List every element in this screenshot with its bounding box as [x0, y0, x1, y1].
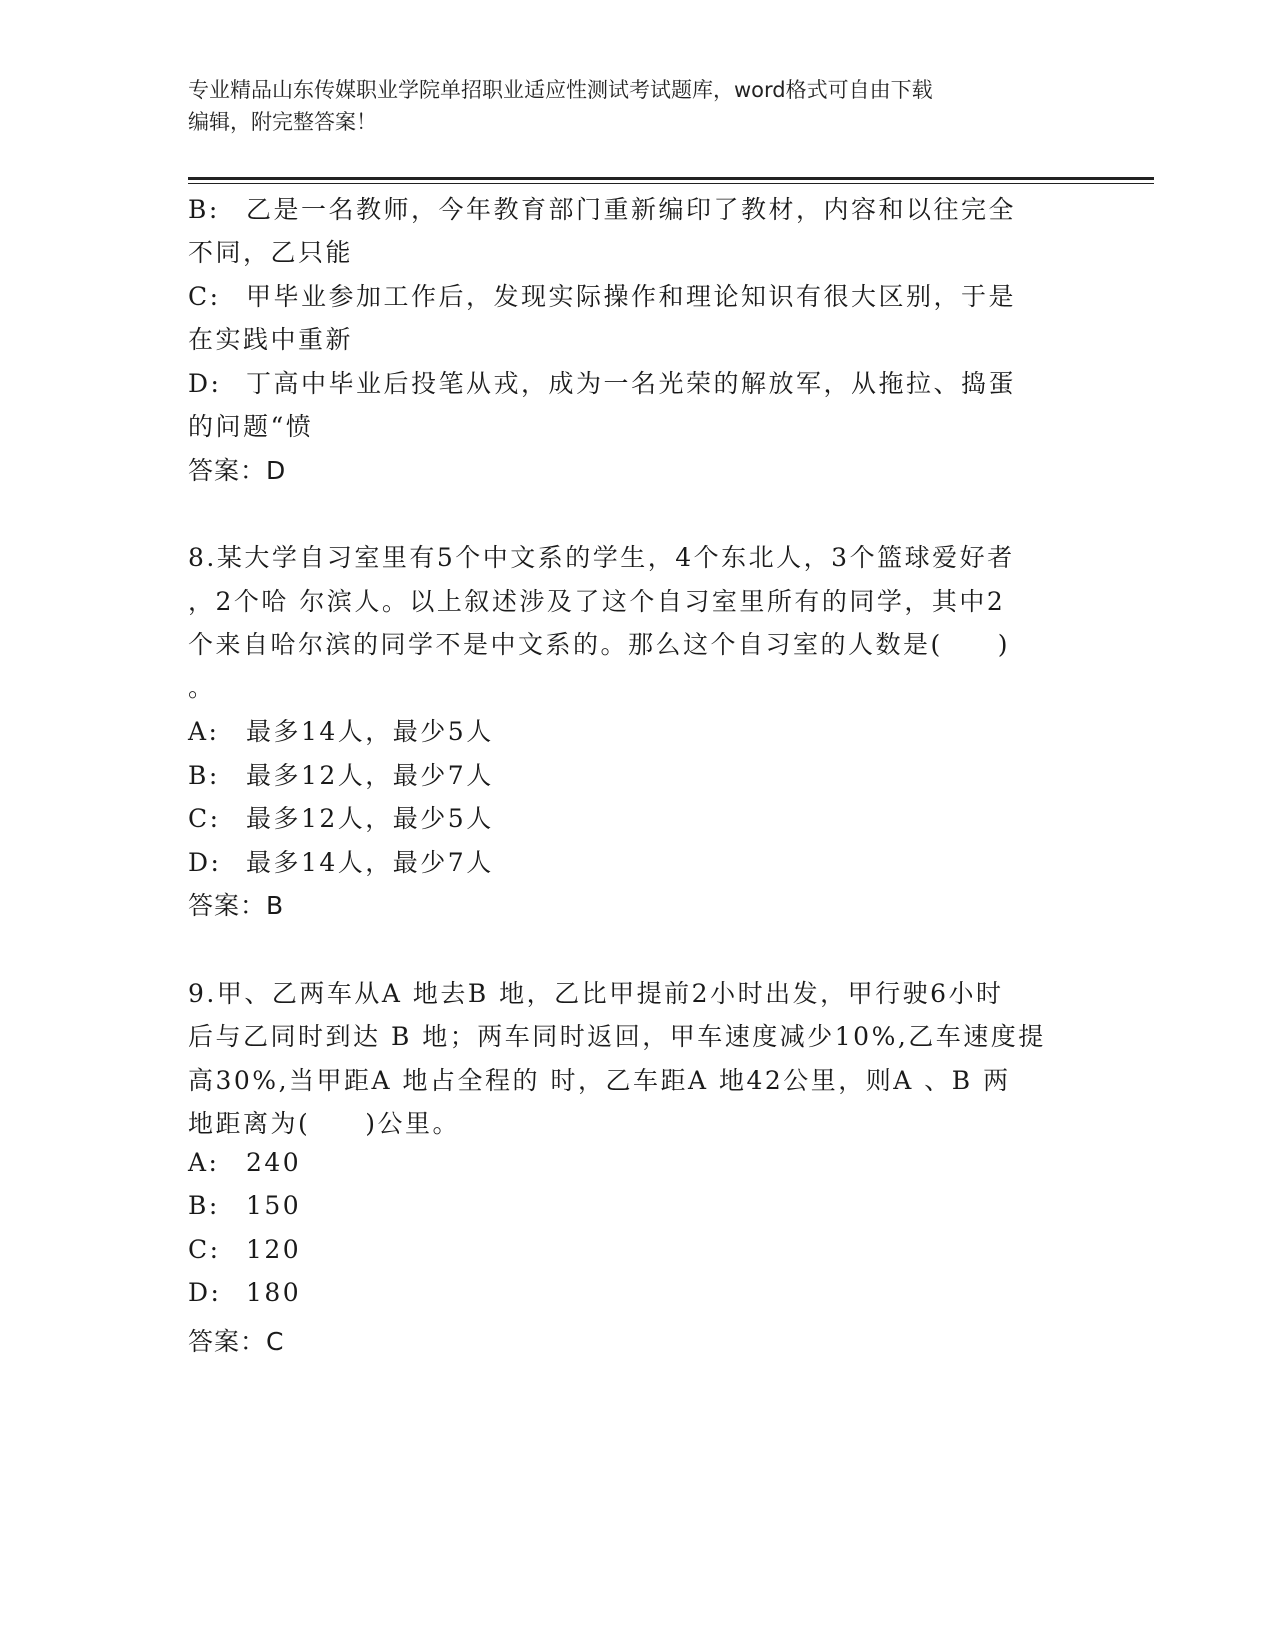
option-label: D: [188, 369, 222, 398]
option-label: C: [188, 1235, 221, 1264]
option-text: 180 [246, 1278, 302, 1307]
page-header [188, 74, 1088, 138]
header-line-2: 编辑，附完整答案！ [188, 110, 377, 134]
option-label: B: [188, 761, 220, 790]
option-text: 最多14人，最少5人 [246, 717, 494, 746]
option-text: 丁高中毕业后投笔从戎，成为一名光荣的解放军，从拖拉、捣蛋 [246, 369, 1017, 398]
option-label: A: [188, 1148, 220, 1177]
q9-stem-2: 后与乙同时到达 B 地；两车同时返回，甲车速度减少10%,乙车速度提 [188, 1022, 1046, 1051]
q7-option-c [188, 277, 1088, 313]
q9-stem-3: 高30%,当甲距A 地占全程的 时，乙车距A 地42公里，则A 、B 两 [188, 1066, 1011, 1095]
q9-option-c [188, 1235, 1088, 1264]
option-text: 150 [246, 1191, 302, 1220]
header-divider-thick [188, 177, 1154, 180]
option-label: B: [188, 1191, 220, 1220]
header-line-1: 专业精品山东传媒职业学院单招职业适应性测试考试题库，word格式可自由下载 [188, 78, 933, 102]
q8-option-a [188, 712, 1088, 748]
option-label: D: [188, 1278, 222, 1307]
q7-option-d-cont: 的问题“愤 [188, 412, 314, 441]
q9-option-b [188, 1191, 1088, 1220]
q9-answer: 答案：C [188, 1327, 285, 1356]
q8-stem-3: 个来自哈尔滨的同学不是中文系的。那么这个自习室的人数是( ) [188, 630, 1011, 659]
q7-option-d [188, 364, 1088, 400]
q9-stem-1: 9.甲、乙两车从A 地去B 地，乙比甲提前2小时出发，甲行驶6小时 [188, 979, 1004, 1008]
option-text: 乙是一名教师，今年教育部门重新编印了教材，内容和以往完全 [246, 195, 1017, 224]
option-text: 240 [246, 1148, 302, 1177]
option-text: 最多12人，最少7人 [246, 761, 494, 790]
q9-option-a [188, 1148, 1088, 1177]
option-label: D: [188, 848, 222, 877]
q8-stem-2: ，2个哈 尔滨人。以上叙述涉及了这个自习室里所有的同学，其中2 [188, 587, 1006, 616]
q9-option-d [188, 1278, 1088, 1307]
option-label: B: [188, 195, 220, 224]
q8-option-c [188, 799, 1088, 835]
q7-option-b [188, 190, 1088, 226]
option-label: C: [188, 282, 221, 311]
header-divider-thin [188, 183, 1154, 184]
q7-answer: 答案：D [188, 456, 287, 485]
q9-stem-4: 地距离为( )公里。 [188, 1109, 461, 1138]
option-text: 甲毕业参加工作后，发现实际操作和理论知识有很大区别，于是 [246, 282, 1017, 311]
q8-option-d [188, 843, 1088, 879]
q7-option-b-cont: 不同，乙只能 [188, 238, 354, 267]
q8-stem-1: 8.某大学自习室里有5个中文系的学生，4个东北人，3个篮球爱好者 [188, 543, 1015, 572]
q8-stem-4: 。 [188, 673, 216, 702]
option-text: 最多14人，最少7人 [246, 848, 494, 877]
option-label: A: [188, 717, 220, 746]
q7-option-c-cont: 在实践中重新 [188, 325, 354, 354]
q8-option-b [188, 756, 1088, 792]
option-label: C: [188, 804, 221, 833]
option-text: 120 [246, 1235, 302, 1264]
q8-answer: 答案：B [188, 891, 285, 920]
option-text: 最多12人，最少5人 [246, 804, 494, 833]
